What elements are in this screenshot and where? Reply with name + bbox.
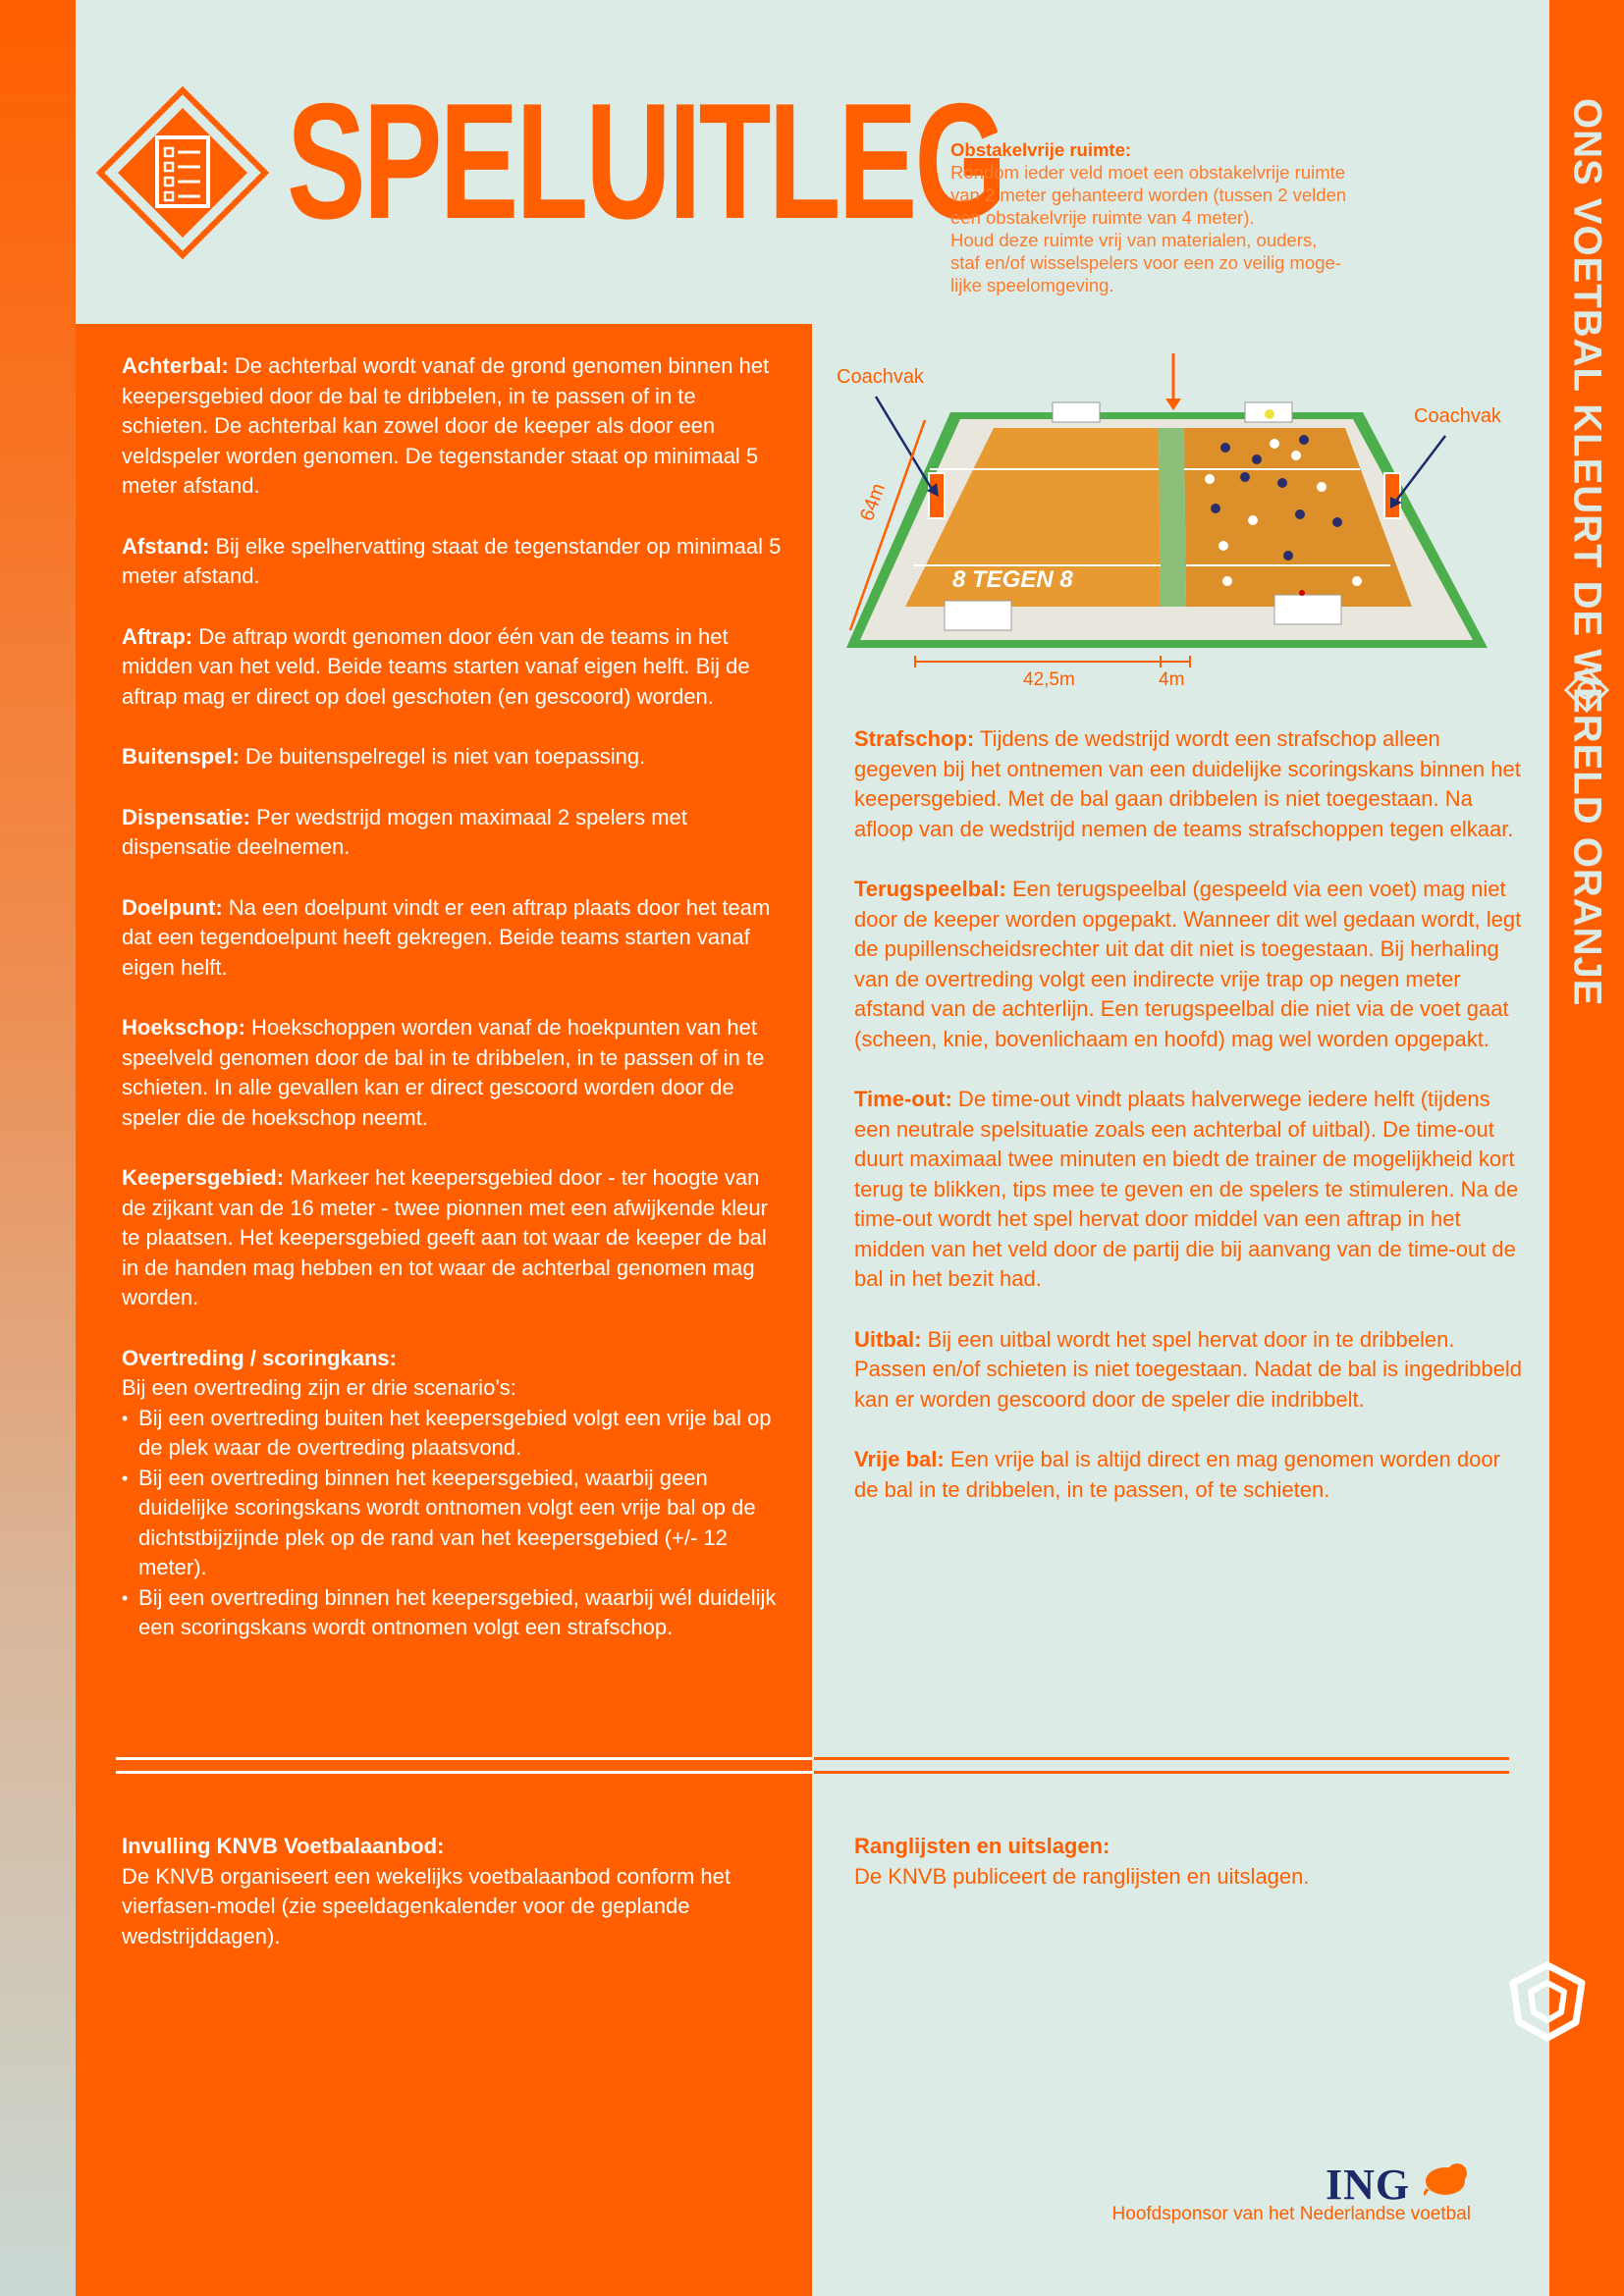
list-item: • Bij een overtreding binnen het keepersgebied, waarbij wél duidelijk een scoringskans wordt ontnomen volgt een strafschop. [122,1583,785,1643]
rule-term: Dispensatie: [122,804,250,829]
ing-logo-text: ING [1326,2161,1411,2209]
divider-left [116,1757,812,1774]
lion-icon [1424,2160,1581,2209]
goal-top-left [1053,402,1100,422]
player-dot [1211,504,1220,513]
section-term: Invulling KNVB Voetbalaanbod: [122,1834,445,1858]
rule-term: Strafschop: [854,726,975,751]
keeper-dot [1265,409,1274,419]
rule-achterbal [122,351,785,502]
obstacle-line: lijke speelomgeving. [950,275,1114,295]
section-text: De KNVB publiceert de ranglijsten en uitslagen. [854,1863,1310,1889]
goal-bottom-left [945,601,1011,630]
rule-term: Hoekschop: [122,1015,245,1040]
rule-uitbal [854,1325,1522,1415]
player-dot [1252,454,1262,464]
player-dot [1220,443,1230,453]
player-dot [1240,472,1250,482]
list-item: • Bij een overtreding buiten het keepersgebied volgt een vrije bal op de plek waar de overtreding plaatsvond. [122,1404,785,1464]
player-dot [1218,541,1228,551]
rule-text: De buitenspelregel is niet van toepassing. [239,744,646,769]
section-term: Ranglijsten en uitslagen: [854,1834,1110,1858]
player-dot [1317,482,1326,492]
page-title: SPELUITLEG [287,69,1004,253]
ball-dot [1299,590,1305,596]
obstacle-note [950,138,1432,296]
obstacle-line: Rondom ieder veld moet een obstakelvrije ruimte [950,162,1346,183]
rule-text: Per wedstrijd mogen maximaal 2 spelers met dispensatie deelnemen. [122,804,687,859]
obstacle-arrow-head [1165,399,1181,410]
rule-dispensatie [122,803,785,863]
side-banner-text: ONS VOETBAL KLEURT DE WERELD ORANJE [1565,98,1609,1007]
list-item: • Bij een overtreding binnen het keepersgebied, waarbij geen duidelijke scoringskans wordt ontnomen volgt een vrije bal op de dichtstbijzijnde plek op de rand van het keepersgebied (+/- 12 meter). [122,1464,785,1583]
rules-right-column [854,724,1522,1535]
rule-text: Markeer het keepersgebied door - ter hoogte van de zijkant van de 16 meter - twee pionnen met een afwijkende kleur te plaatsen. Het keepersgebied geeft aan tot waar de keeper de bal in de handen mag hebben en tot waar de achterbal genomen mag worden. [122,1165,768,1309]
rule-term: Buitenspel: [122,744,240,769]
coach-label-left: Coachvak [837,366,924,388]
rule-time-out [854,1085,1522,1295]
rule-keepersgebied [122,1163,785,1313]
knvb-small-logo-icon [1564,667,1609,713]
goal-bottom-right [1274,595,1341,624]
sponsor-caption: Hoofdsponsor van het Nederlandse voetbal [1111,2204,1471,2224]
obstacle-line: een obstakelvrije ruimte van 4 meter). [950,207,1255,228]
rule-text: De aftrap wordt genomen door één van de teams in het midden van het veld. Beide teams starten vanaf eigen helft. Bij de aftrap mag er direct op doel geschoten (en gescoord) worden. [122,623,750,709]
player-dot [1205,474,1215,484]
left-gradient-strip [0,0,76,2296]
coach-label-right: Coachvak [1414,405,1501,427]
field-label: 8 TEGEN 8 [952,566,1073,593]
rule-term: Doelpunt: [122,894,223,920]
rules-left-column [122,351,785,1643]
scenario-list [122,1404,785,1643]
rule-term: Uitbal: [854,1326,922,1352]
rule-term: Vrije bal: [854,1447,945,1471]
rule-text: Bij elke spelhervatting staat de tegenstander op minimaal 5 meter afstand. [122,533,782,588]
coach-arrow-right [1396,436,1445,501]
rule-term: Time-out: [854,1087,952,1111]
rule-text: Na een doelpunt vindt er een aftrap plaats door het team dat een tegendoelpunt heeft gekregen. Beide teams starten vanaf eigen helft. [122,894,771,980]
obstacle-line: Houd deze ruimte vrij van materialen, ouders, [950,230,1318,250]
rule-text: Bij een uitbal wordt het spel hervat door in te dribbelen. Passen en/of schieten is niet toegestaan. Nadat de bal is ingedribbeld kan er worden gescoord door de speler die indribbelt. [854,1326,1523,1412]
checklist-diamond-icon [96,86,269,259]
rankings-section [854,1832,1518,1892]
rule-term: Keepersgebied: [122,1165,285,1190]
obstacle-line: van 2 meter gehanteerd worden (tussen 2 velden [950,185,1347,205]
rule-text: Een vrije bal is altijd direct en mag genomen worden door de bal in te dribbelen, in te passen, of te schieten. [854,1447,1500,1502]
knvb-shield-icon [1507,1961,1588,2042]
dim-label-side: 64m [856,480,891,524]
player-dot [1222,576,1232,586]
rule-aftrap [122,622,785,713]
obstacle-line: staf en/of wisselspelers voor een zo veilig moge- [950,252,1341,273]
rule-term: Afstand: [122,533,210,559]
rule-doelpunt [122,893,785,984]
player-dot [1248,515,1258,525]
dim-label-length: 42,5m [1023,669,1075,690]
player-dot [1352,576,1362,586]
player-dot [1299,435,1309,445]
rule-term: Achterbal: [122,353,229,378]
player-dot [1283,551,1293,561]
rule-afstand [122,532,785,592]
rule-text: De time-out vindt plaats halverwege iedere helft (tijdens een neutrale spelsituatie zoals een achterbal of uitbal). De time-out duurt maximaal twee minuten en biedt de trainer de mogelijkheid kort terug te blikken, tips mee te geven en de spelers te stimuleren. Na de time-out wordt het spel hervat door middel van een aftrap in het midden van het veld door de partij die bij aanvang van de time-out de bal in het bezit had. [854,1087,1519,1291]
rule-text: Hoekschoppen worden vanaf de hoekpunten van het speelveld genomen door de bal in te dribbelen, in te passen of in te schieten. In alle gevallen kan er direct gescoord worden door de speler die de hoekschop neemt. [122,1015,765,1130]
rule-text: Tijdens de wedstrijd wordt een strafschop alleen gegeven bij het ontnemen van een duidelijke scoringskans binnen het keepersgebied. Met de bal gaan dribbelen is niet toegestaan. Na afloop van de wedstrijd nemen de teams strafschoppen tegen elkaar. [854,726,1521,841]
rule-terugspeelbal [854,875,1522,1054]
knvb-offer-section [122,1832,785,1951]
middle-separator [1159,428,1186,607]
rule-term: Aftrap: [122,623,193,649]
rule-buitenspel [122,742,785,773]
rule-text: De achterbal wordt vanaf de grond genomen binnen het keepersgebied door de bal te dribbelen, in te passen of in te schieten. De achterbal kan zowel door de keeper als door een veldspeler worden genomen. De tegenstander staat op minimaal 5 meter afstand. [122,353,770,498]
player-dot [1277,478,1287,488]
player-dot [1295,509,1305,519]
rule-intro: Bij een overtreding zijn er drie scenario’s: [122,1375,516,1400]
coach-box-right [1384,473,1400,518]
field-diagram [835,353,1502,697]
player-dot [1291,451,1301,460]
player-dot [1270,439,1279,449]
section-text: De KNVB organiseert een wekelijks voetbalaanbod conform het vierfasen-model (zie speeldagenkalender voor de geplande wedstrijddagen). [122,1863,731,1949]
obstacle-title: Obstakelvrije ruimte: [950,139,1132,160]
player-dot [1332,517,1342,527]
rule-vrije-bal [854,1445,1522,1505]
rule-strafschop [854,724,1522,844]
rule-text: Een terugspeelbal (gespeeld via een voet) mag niet door de keeper worden opgepakt. Wanneer dit wel gedaan wordt, legt de pupillenscheidsrechter uit dat dit niet is toegestaan. Bij herhaling van de overtreding volgt een indirecte vrije trap op negen meter afstand van de achterlijn. Een terugspeelbal die niet via de voet gaat (scheen, knie, bovenlichaam en hoofd) mag wel worden opgepakt. [854,877,1522,1051]
rule-term: Overtreding / scoringkans: [122,1345,397,1370]
rule-hoekschop [122,1013,785,1133]
dim-label-zone: 4m [1159,669,1185,690]
rule-overtreding [122,1344,785,1643]
rule-term: Terugspeelbal: [854,877,1006,901]
divider-right [814,1757,1509,1774]
